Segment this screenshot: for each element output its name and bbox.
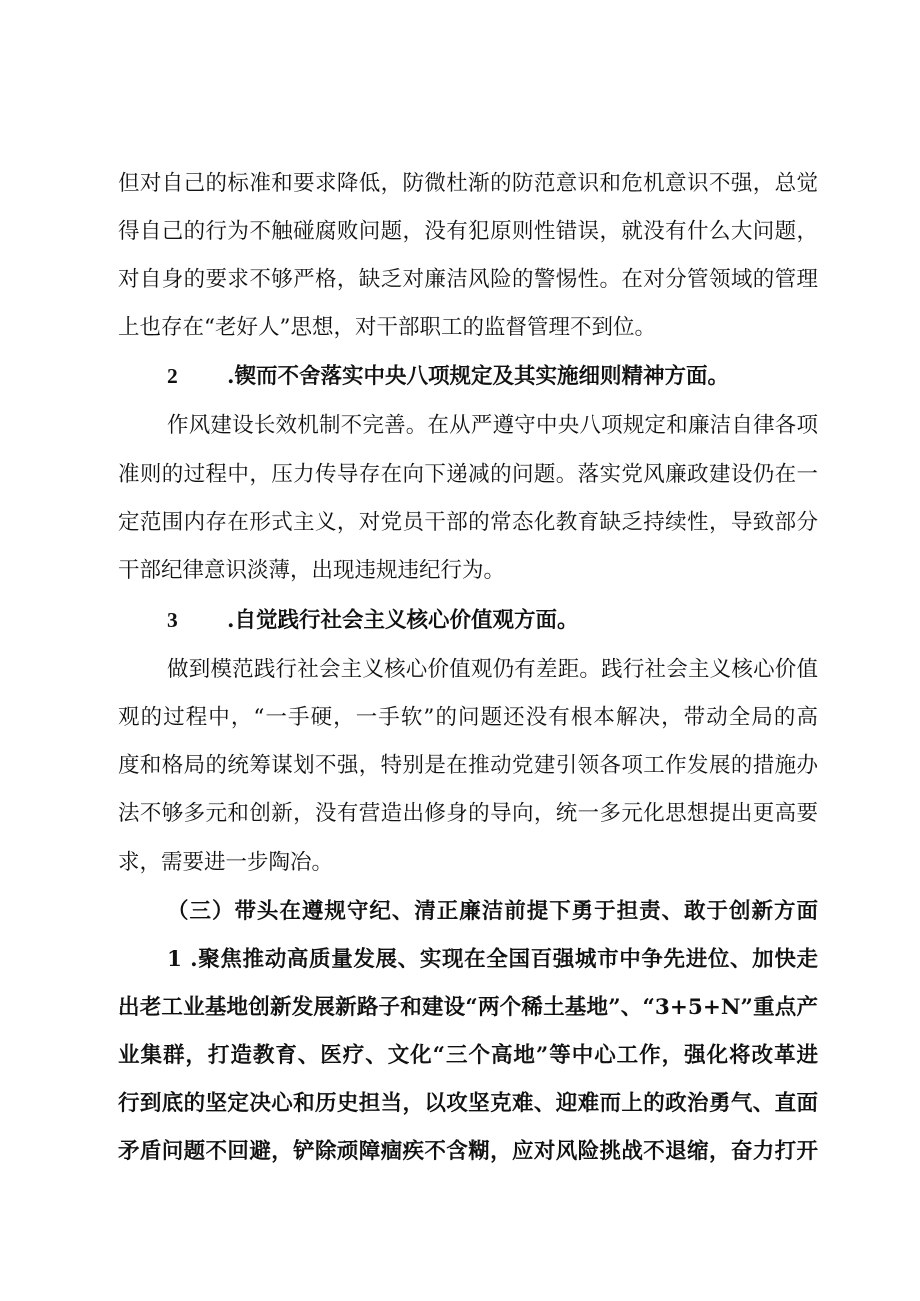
paragraph-4-line-1: 1 .聚焦推动高质量发展、实现在全国百强城市中争先进位、加快走 — [167, 947, 818, 972]
paragraph-2-line-3: 定范围内存在形式主义，对党员干部的常态化教育缺乏持续性，导致部分 — [118, 510, 818, 535]
paragraph-3-line-2: 观的过程中，“一手硬，一手软”的问题还没有根本解决，带动全局的高 — [118, 705, 818, 730]
heading-2-number: 2 — [167, 364, 178, 388]
paragraph-4-line-4: 行到底的坚定决心和历史担当，以攻坚克难、迎难而上的政治勇气、直面 — [118, 1091, 818, 1116]
heading-3-text: .自觉践行社会主义核心价值观方面。 — [227, 608, 579, 633]
heading-2 — [167, 360, 729, 393]
section-3-title: （三）带头在遵规守纪、清正廉洁前提下勇于担责、敢于创新方面 — [167, 899, 818, 924]
paragraph-3-line-3: 度和格局的统筹谋划不强，特别是在推动党建引领各项工作发展的措施办 — [118, 753, 818, 778]
paragraph-2-line-1: 作风建设长效机制不完善。在从严遵守中央八项规定和廉洁自律各项 — [167, 413, 818, 438]
paragraph-1-line-4: 上也存在“老好人”思想，对干部职工的监督管理不到位。 — [118, 315, 656, 340]
paragraph-1-line-1: 但对自己的标准和要求降低，防微杜渐的防范意识和危机意识不强，总觉 — [118, 171, 818, 196]
paragraph-3-line-1: 做到模范践行社会主义核心价值观仍有差距。践行社会主义核心价值 — [167, 657, 818, 682]
paragraph-1-line-3: 对自身的要求不够严格，缺乏对廉洁风险的警惕性。在对分管领域的管理 — [118, 267, 818, 292]
paragraph-3-line-5: 求，需要进一步陶冶。 — [118, 850, 334, 875]
heading-3-number: 3 — [167, 608, 178, 632]
heading-3 — [167, 604, 579, 637]
paragraph-2-line-2: 准则的过程中，压力传导存在向下递减的问题。落实党风廉政建设仍在一 — [118, 462, 818, 487]
paragraph-4-line-5: 矛盾问题不回避，铲除顽障痼疾不含糊，应对风险挑战不退缩，奋力打开 — [118, 1139, 818, 1164]
paragraph-1-line-2: 得自己的行为不触碰腐败问题，没有犯原则性错误，就没有什么大问题， — [118, 219, 818, 244]
heading-2-text: .锲而不舍落实中央八项规定及其实施细则精神方面。 — [227, 364, 729, 389]
paragraph-3-line-4: 法不够多元和创新，没有营造出修身的导向，统一多元化思想提出更高要 — [118, 801, 818, 826]
paragraph-4-line-3: 业集群，打造教育、医疗、文化“三个高地”等中心工作，强化将改革进 — [118, 1043, 818, 1068]
paragraph-4-line-2: 出老工业基地创新发展新路子和建设“两个稀土基地”、“3+5+N”重点产 — [118, 995, 818, 1020]
paragraph-2-line-4: 干部纪律意识淡薄，出现违规违纪行为。 — [118, 558, 506, 583]
